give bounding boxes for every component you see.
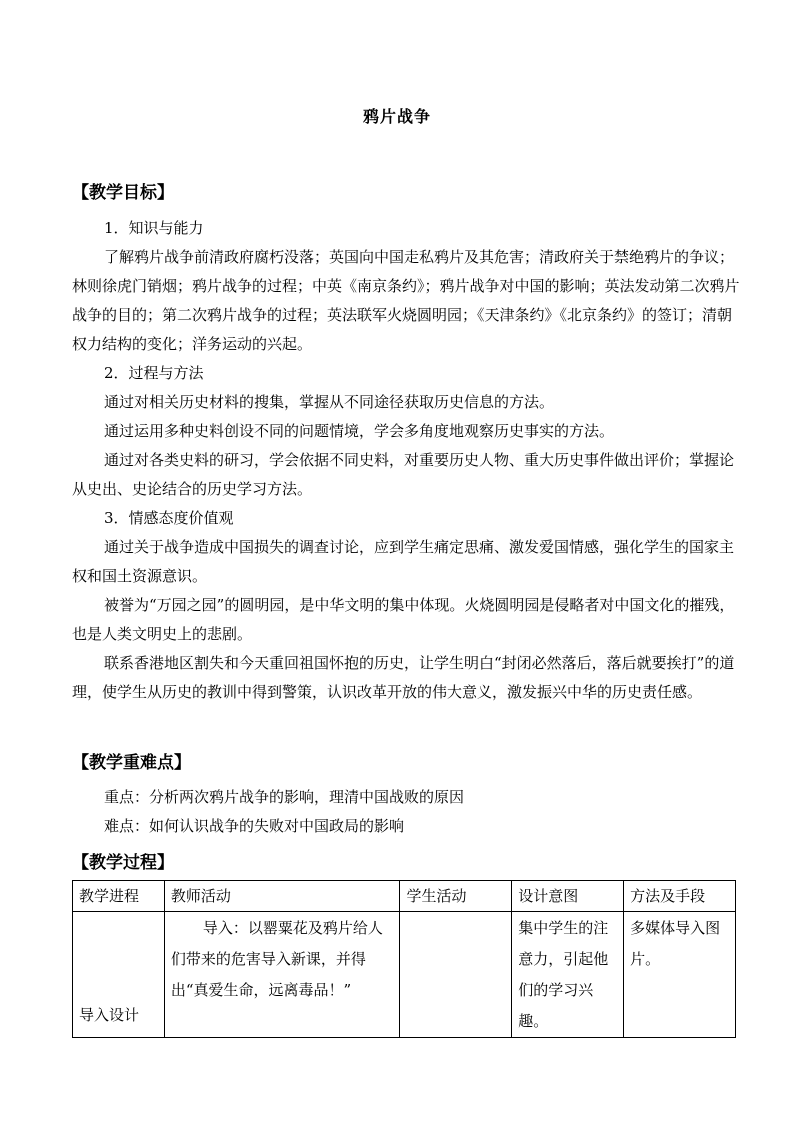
goals-paragraph: 通过对相关历史材料的搜集，掌握从不同途径获取历史信息的方法。 [104, 393, 555, 411]
student-activity-cell [400, 912, 512, 1038]
column-header: 教学进程 [73, 881, 165, 912]
design-intent-cell: 集中学生的注意力，引起他们的学习兴趣。 [512, 912, 624, 1038]
goals-paragraph: 通过关于战争造成中国损失的调查讨论，应到学生痛定思痛、激发爱国情感，强化学生的国家主权和国土资源意识。 [72, 538, 735, 585]
keypoints-heading: 【教学重难点】 [72, 753, 191, 773]
goals-section [72, 214, 740, 707]
goals-subheading-process: 2．过程与方法 [104, 364, 204, 382]
goals-paragraph: 联系香港地区割失和今天重回祖国怀抱的历史，让学生明白“封闭必然落后，落后就要挨打”的道理，使学生从历史的教训中得到警策，认识改革开放的伟大意义，激发振兴中华的历史责任感。 [72, 654, 735, 701]
column-header: 设计意图 [512, 881, 624, 912]
goals-subheading-knowledge: 1．知识与能力 [104, 219, 204, 237]
stage-cell: 导入设计 [73, 912, 165, 1038]
keypoint-difficulty: 难点：如何认识战争的失败对中国政局的影响 [104, 817, 405, 835]
teacher-activity-cell: 导入：以罂粟花及鸦片给人们带来的危害导入新课，并得出“真爱生命，远离毒品！” [164, 912, 400, 1038]
column-header: 学生活动 [400, 881, 512, 912]
goals-paragraph: 通过运用多种史料创设不同的问题情境，学会多角度地观察历史事实的方法。 [104, 422, 615, 440]
goals-subheading-emotion: 3．情感态度价值观 [104, 509, 234, 527]
column-header: 方法及手段 [624, 881, 736, 912]
document-title: 鸦片战争 [362, 107, 431, 126]
table-row [73, 912, 736, 1038]
keypoint-focus: 重点：分析两次鸦片战争的影响，理清中国战败的原因 [104, 788, 465, 806]
goals-paragraph: 通过对各类史料的研习，学会依据不同史料，对重要历史人物、重大历史事件做出评价；掌握论从史出、史论结合的历史学习方法。 [72, 451, 735, 498]
keypoints-section [72, 783, 740, 841]
goals-paragraph: 被誉为“万园之园”的圆明园，是中华文明的集中体现。火烧圆明园是侵略者对中国文化的摧残，也是人类文明史上的悲剧。 [72, 596, 735, 643]
column-header: 教师活动 [164, 881, 400, 912]
table-header-row [73, 881, 736, 912]
goals-paragraph: 了解鸦片战争前清政府腐朽没落；英国向中国走私鸦片及其危害；清政府关于禁绝鸦片的争议；林则徐虎门销烟；鸦片战争的过程；中英《南京条约》；鸦片战争对中国的影响；英法发动第二次鸦片战争的目的；第二次鸦片战争的过程；英法联军火烧圆明园；《天津条约》《北京条约》的签订；清朝权力结构的变化；洋务运动的兴起。 [72, 248, 740, 353]
goals-heading: 【教学目标】 [72, 183, 174, 203]
process-table [72, 880, 736, 1038]
process-heading: 【教学过程】 [72, 853, 174, 873]
method-cell: 多媒体导入图片。 [624, 912, 736, 1038]
